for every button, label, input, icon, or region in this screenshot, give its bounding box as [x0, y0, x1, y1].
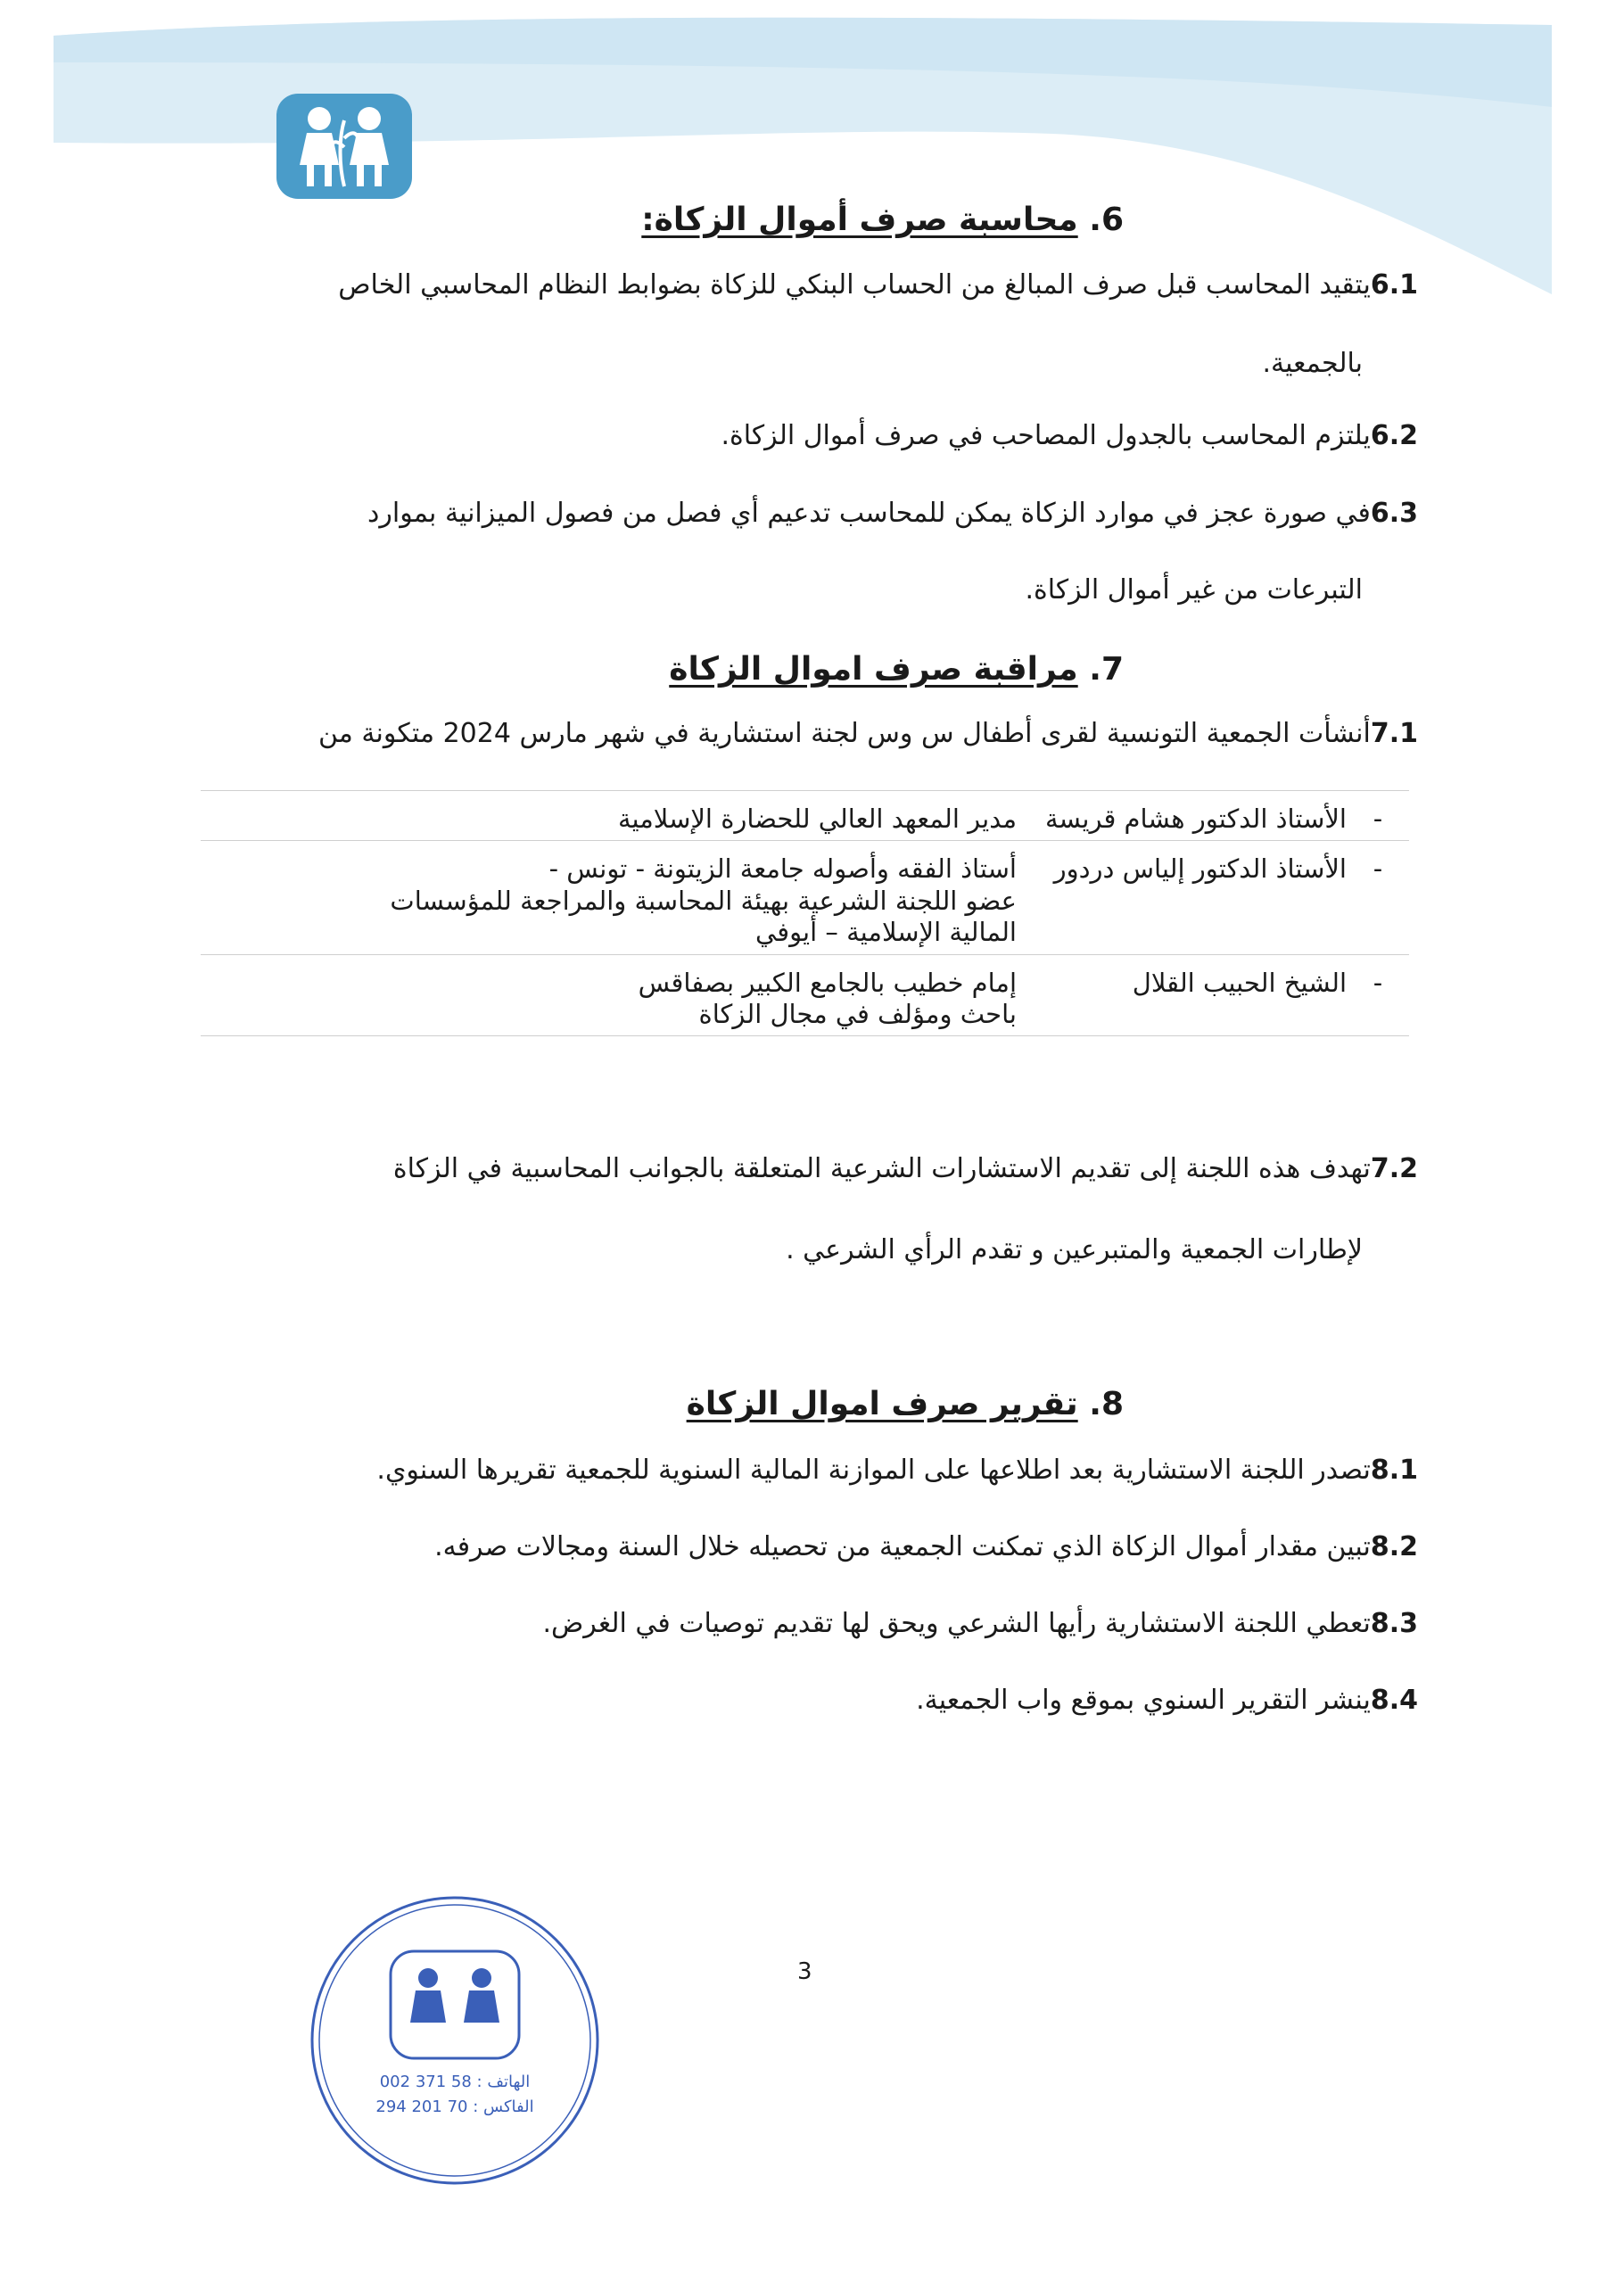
member-name: الأستاذ الدكتور هشام قريسة	[1017, 791, 1347, 841]
section-8-heading: 8. تقرير صرف اموال الزكاة	[686, 1386, 1124, 1422]
member-name: الشيخ الحبيب القلال	[1017, 954, 1347, 1036]
table-row: - الشيخ الحبيب القلال إمام خطيب بالجامع الكبير بصفاقس باحث ومؤلف في مجال الزكاة	[201, 954, 1409, 1036]
table-row: - الأستاذ الدكتور إلياس دردور أستاذ الفقه وأصوله جامعة الزيتونة - تونس - عضو اللجنة الشرعية بهيئة المحاسبة والمراجعة للمؤسسات المالية الإسلامية – أيوفي	[201, 841, 1409, 954]
item-6-3-cont: التبرعات من غير أموال الزكاة.	[1025, 574, 1363, 606]
item-7-2-cont: لإطارات الجمعية والمتبرعين و تقدم الرأي الشرعي .	[786, 1234, 1363, 1265]
item-7-2: 7.2تهدف هذه اللجنة إلى تقديم الاستشارات الشرعية المتعلقة بالجوانب المحاسبية في الزكاة	[392, 1153, 1418, 1184]
section-6-heading: 6. محاسبة صرف أموال الزكاة:	[641, 202, 1124, 238]
item-7-1: 7.1أنشأت الجمعية التونسية لقرى أطفال س وس لجنة استشارية في شهر مارس 2024 متكونة من	[317, 718, 1418, 749]
item-8-1: 8.1تصدر اللجنة الاستشارية بعد اطلاعها على الموازنة المالية السنوية للجمعية تقريرها السنوي.	[376, 1455, 1418, 1486]
member-name: الأستاذ الدكتور إلياس دردور	[1017, 841, 1347, 954]
member-role: إمام خطيب بالجامع الكبير بصفاقس باحث ومؤلف في مجال الزكاة	[201, 954, 1017, 1036]
association-stamp-icon	[303, 1889, 606, 2192]
section-7-heading: 7. مراقبة صرف اموال الزكاة	[669, 651, 1124, 688]
member-role: أستاذ الفقه وأصوله جامعة الزيتونة - تونس - عضو اللجنة الشرعية بهيئة المحاسبة والمراجعة للمؤسسات المالية الإسلامية – أيوفي	[201, 841, 1017, 954]
item-6-1: 6.1يتقيد المحاسب قبل صرف المبالغ من الحساب البنكي للزكاة بضوابط النظام المحاسبي الخاص	[338, 269, 1418, 301]
svg-text:الفاكس : 70 201 294: الفاكس : 70 201 294	[375, 2098, 534, 2116]
svg-text:الهاتف : 58 371 002: الهاتف : 58 371 002	[379, 2073, 531, 2091]
item-6-3: 6.3في صورة عجز في موارد الزكاة يمكن للمحاسب تدعيم أي فصل من فصول الميزانية بموارد	[367, 498, 1418, 529]
page-number: 3	[797, 1958, 812, 1985]
member-role: مدير المعهد العالي للحضارة الإسلامية	[201, 791, 1017, 841]
item-8-4: 8.4ينشر التقرير السنوي بموقع واب الجمعية.	[916, 1685, 1418, 1716]
item-6-1-cont: بالجمعية.	[1262, 348, 1363, 379]
item-6-2: 6.2يلتزم المحاسب بالجدول المصاحب في صرف أموال الزكاة.	[721, 420, 1418, 451]
item-8-2: 8.2تبين مقدار أموال الزكاة الذي تمكنت الجمعية من تحصيله خلال السنة ومجالات صرفه.	[434, 1531, 1418, 1562]
item-8-3: 8.3تعطي اللجنة الاستشارية رأيها الشرعي ويحق لها تقديم توصيات في الغرض.	[542, 1608, 1418, 1639]
table-row: - الأستاذ الدكتور هشام قريسة مدير المعهد العالي للحضارة الإسلامية	[201, 791, 1409, 841]
